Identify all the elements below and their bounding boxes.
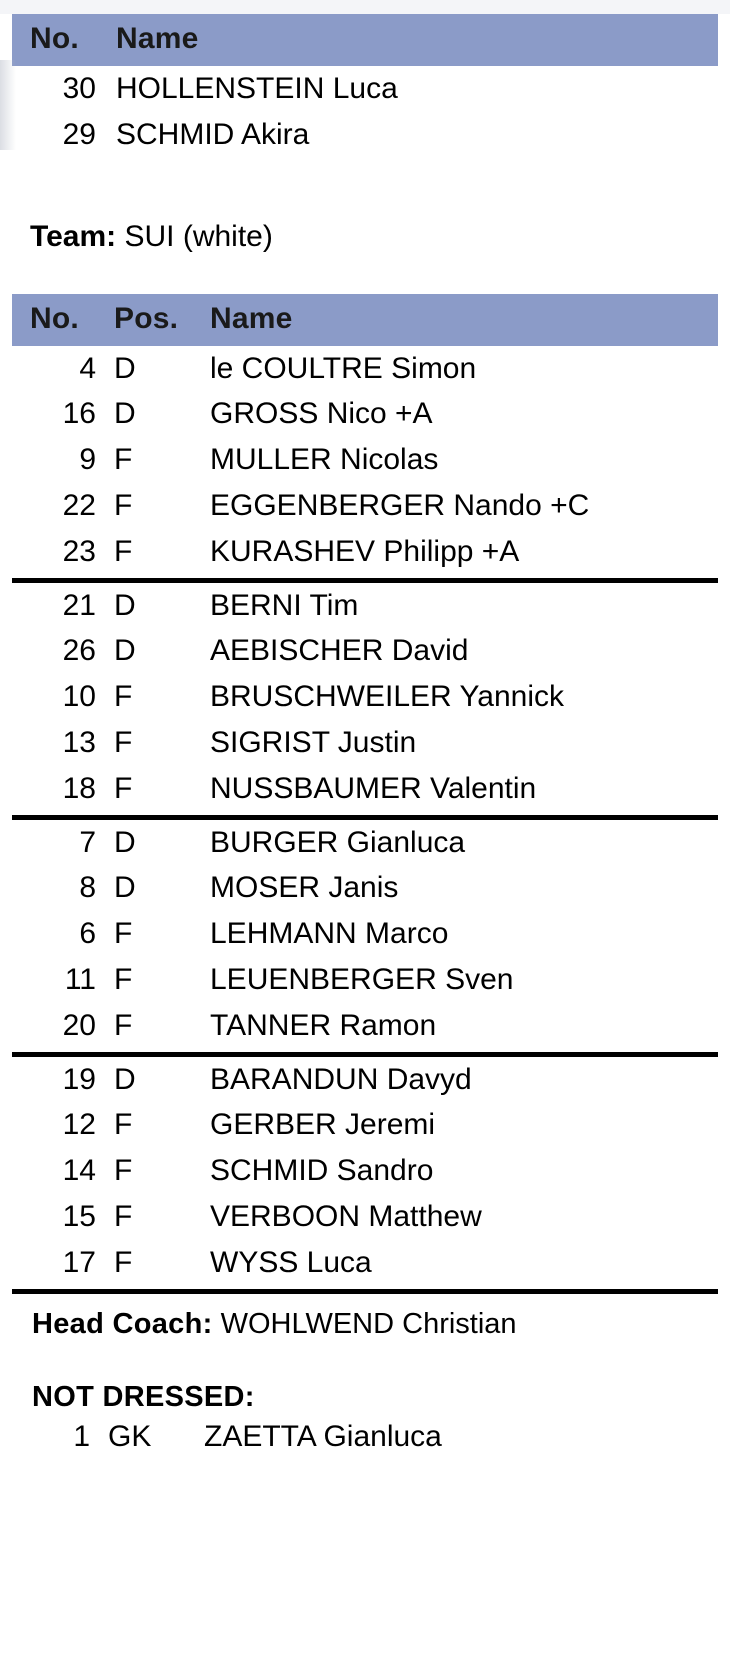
player-number: 26 [62, 634, 96, 668]
player-name: BURGER Gianluca [210, 825, 466, 859]
player-number: 11 [64, 962, 96, 996]
player-name: SIGRIST Justin [210, 725, 417, 759]
team-line [12, 220, 718, 254]
player-number: 10 [62, 680, 96, 714]
table-row [12, 1148, 718, 1194]
player-name: MULLER Nicolas [210, 443, 439, 477]
player-name: VERBOON Matthew [210, 1199, 482, 1233]
player-position: D [114, 825, 136, 859]
table-row [12, 628, 718, 674]
team-value: SUI (white) [124, 219, 273, 253]
player-number: 6 [79, 917, 96, 951]
player-position: F [108, 1003, 202, 1054]
table-row [12, 911, 718, 957]
player-number: 22 [62, 488, 96, 522]
player-number: 4 [79, 351, 96, 385]
player-number: 13 [62, 725, 96, 759]
player-number: 18 [12, 766, 108, 817]
player-position: F [108, 529, 202, 580]
table-row [12, 674, 718, 720]
player-position: D [114, 871, 136, 905]
player-number: 7 [79, 825, 96, 859]
goalies-header-name: Name [108, 14, 718, 66]
player-position: D [114, 1062, 136, 1096]
player-name: WYSS Luca [202, 1240, 718, 1291]
player-number: 21 [62, 588, 96, 622]
player-number: 9 [79, 443, 96, 477]
not-dressed-title: NOT DRESSED: [32, 1380, 255, 1413]
player-position: D [114, 351, 136, 385]
player-number: 12 [62, 1108, 96, 1142]
player-number: 8 [79, 871, 96, 905]
table-row [12, 580, 718, 628]
player-number: 30 [62, 72, 96, 105]
table-row [12, 957, 718, 1003]
table-row [12, 483, 718, 529]
player-position: F [108, 1240, 202, 1291]
table-row [12, 112, 718, 158]
player-name: SCHMID Akira [116, 117, 310, 151]
roster-table-body [12, 346, 718, 1291]
spacer [0, 1341, 730, 1381]
table-row [12, 1414, 718, 1460]
table-row [12, 865, 718, 911]
player-number: 15 [62, 1199, 96, 1233]
player-position: F [108, 766, 202, 817]
player-number: 17 [12, 1240, 108, 1291]
page-top-strip [0, 0, 730, 14]
player-name: KURASHEV Philipp +A [202, 529, 718, 580]
not-dressed-table [12, 1414, 718, 1460]
player-number: 29 [62, 117, 96, 151]
player-position: GK [108, 1419, 152, 1453]
player-position: D [114, 588, 136, 622]
table-row [12, 1102, 718, 1148]
table-row [12, 720, 718, 766]
table-row [12, 391, 718, 437]
head-coach-value: WOHLWEND Christian [220, 1307, 517, 1340]
table-row [12, 66, 718, 112]
spacer [0, 158, 730, 220]
table-row [12, 817, 718, 865]
player-position: F [114, 1108, 133, 1142]
table-row [12, 766, 718, 817]
roster-table-header-row [12, 294, 718, 346]
table-row [12, 1054, 718, 1102]
player-number: 23 [12, 529, 108, 580]
player-name: BERNI Tim [210, 588, 359, 622]
goalies-table [12, 14, 718, 158]
roster-header-pos: Pos. [108, 294, 202, 346]
table-row [12, 437, 718, 483]
player-name: LEHMANN Marco [210, 917, 449, 951]
head-coach-line [12, 1294, 718, 1341]
player-name: BARANDUN Davyd [210, 1062, 472, 1096]
player-name: le COULTRE Simon [210, 351, 477, 385]
player-number: 19 [62, 1062, 96, 1096]
player-position: F [114, 1199, 133, 1233]
goalies-table-header-row [12, 14, 718, 66]
player-position: F [114, 1154, 133, 1188]
player-position: F [114, 725, 133, 759]
roster-header-no: No. [12, 294, 108, 346]
player-position: D [114, 634, 136, 668]
player-name: AEBISCHER David [210, 634, 469, 668]
player-number: 1 [73, 1419, 90, 1453]
player-position: D [114, 397, 136, 431]
player-position: F [114, 917, 133, 951]
player-position: F [114, 962, 133, 996]
player-name: MOSER Janis [210, 871, 399, 905]
player-position: F [114, 443, 133, 477]
player-position: F [114, 680, 133, 714]
table-row [12, 1240, 718, 1291]
not-dressed-table-body [12, 1414, 718, 1460]
player-name: EGGENBERGER Nando +C [210, 488, 590, 522]
player-number: 14 [62, 1154, 96, 1188]
player-name: SCHMID Sandro [210, 1154, 434, 1188]
team-label: Team: [30, 219, 117, 253]
player-number: 20 [12, 1003, 108, 1054]
table-row [12, 1194, 718, 1240]
player-name: GERBER Jeremi [210, 1108, 436, 1142]
table-row [12, 529, 718, 580]
roster-header-name: Name [202, 294, 718, 346]
player-name: GROSS Nico +A [210, 397, 433, 431]
table-row [12, 346, 718, 392]
player-number: 16 [62, 397, 96, 431]
player-name: BRUSCHWEILER Yannick [210, 680, 564, 714]
player-name: ZAETTA Gianluca [204, 1419, 442, 1453]
goalies-header-no: No. [12, 14, 108, 66]
head-coach-label: Head Coach: [32, 1307, 213, 1340]
table-row [12, 1003, 718, 1054]
roster-table [12, 294, 718, 1294]
goalies-table-body [12, 66, 718, 158]
player-name: HOLLENSTEIN Luca [116, 72, 398, 105]
player-name: TANNER Ramon [202, 1003, 718, 1054]
player-position: F [114, 488, 133, 522]
spacer [0, 254, 730, 294]
player-name: LEUENBERGER Sven [210, 962, 514, 996]
player-name: NUSSBAUMER Valentin [202, 766, 718, 817]
